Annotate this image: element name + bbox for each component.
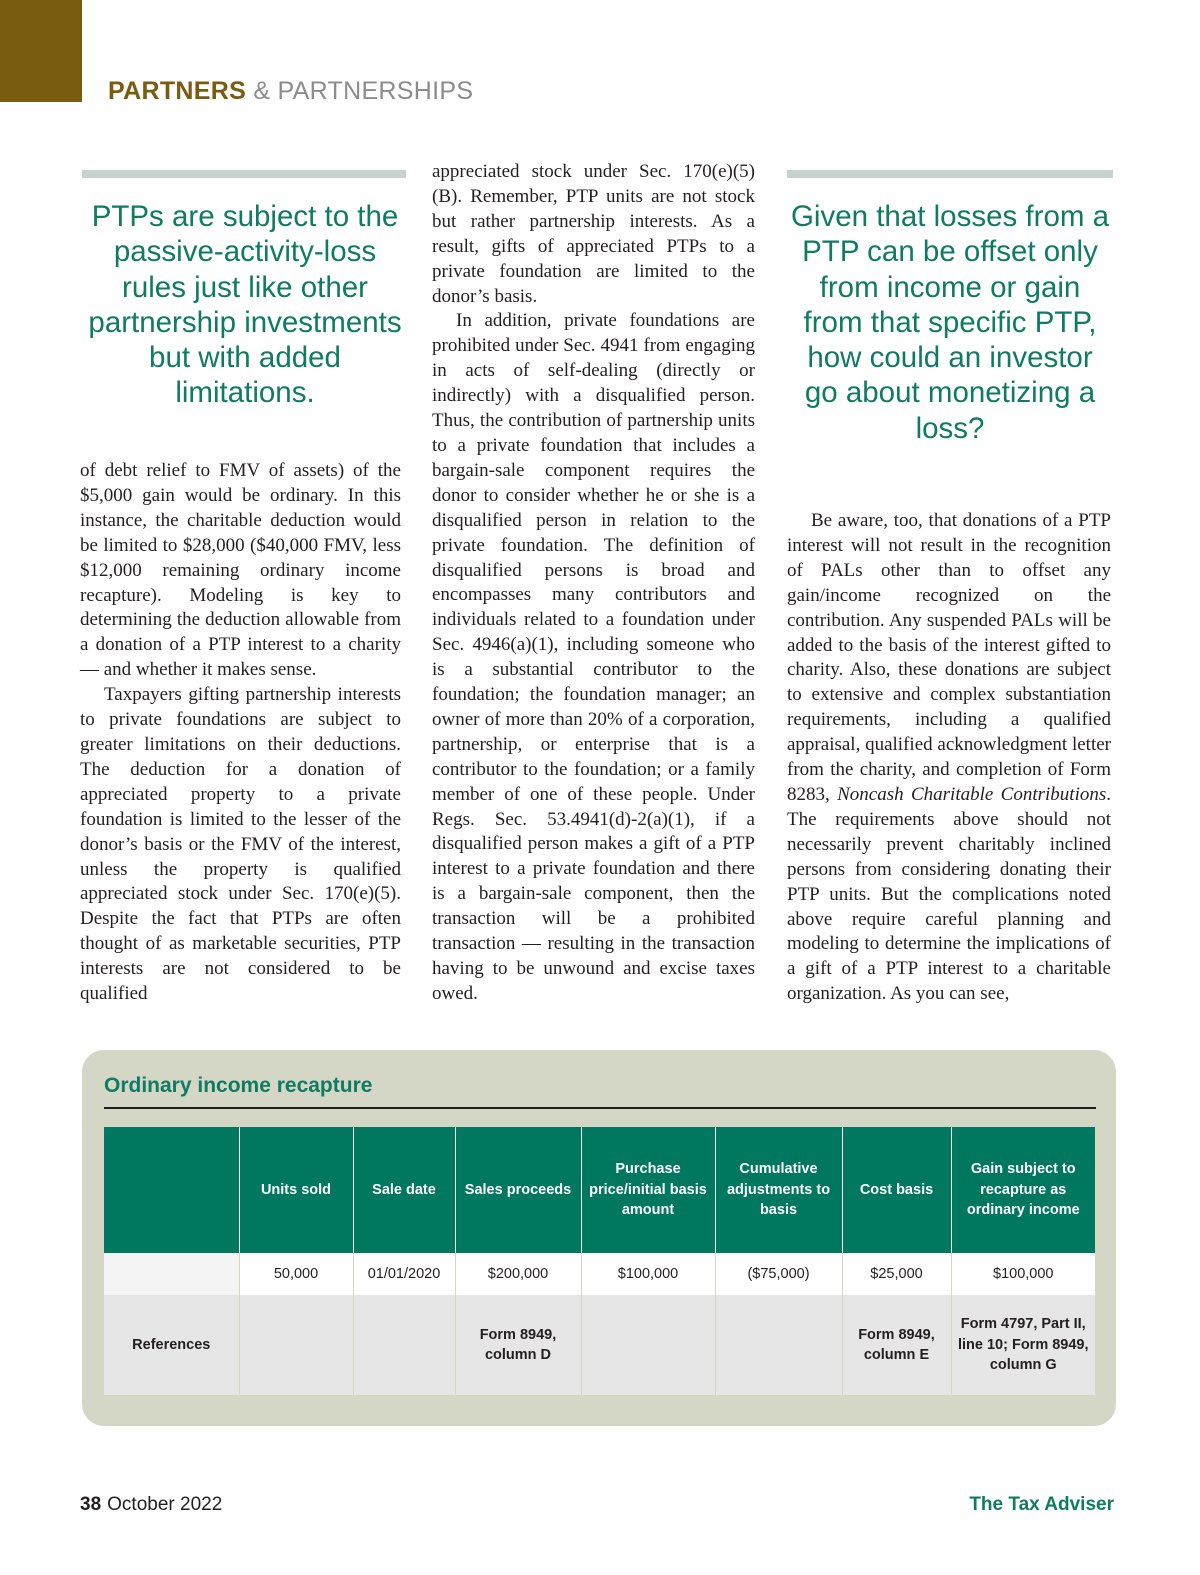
- col2-paragraph-2: In addition, private foundations are prohibited under Sec. 4941 from engaging in acts of self-dealing (directly or indirectly) with a disqualified person. Thus, the contribution of partnership units to a private foundation that includes a bargain-sale component requires the donor to consider whether he or she is a disqualified person in relation to the private foundation. The definition of disqualified persons is broad and encompasses many contributors and individuals related to a foundation under Sec. 4946(a)(1), including someone who is a substantial contributor to the foundation; the foundation manager; an owner of more than 20% of a corporation, partnership, or enterprise that is a contributor to the foundation; or a family member of one of these people. Under Regs. Sec. 53.4941(d)-2(a)(1), if a disqualified person makes a gift of a PTP interest to a private foundation and there is a bargain-sale component, then the transaction will be a prohibited transaction — resulting in the transaction having to be unwound and excise taxes owed.: [432, 310, 755, 1004]
- body-column-1: [80, 459, 401, 1007]
- col3-text-a: Be aware, too, that donations of a PTP interest will not result in the recognition of PALs other than to offset any gain/income recognized on the contribution. Any suspended PALs will be added to the basis of the interest gifted to charity. Also, these donations are subject to extensive and complex substantiation requirements, including a qualified appraisal, qualified acknowledgment letter from the charity, and completion of Form 8283,: [787, 510, 1111, 805]
- table-cell: Form 4797, Part II, line 10; Form 8949, column G: [951, 1295, 1095, 1395]
- pullquote-right-rule: [787, 170, 1113, 178]
- table-header-cell: [104, 1127, 239, 1253]
- publication-name: The Tax Adviser: [969, 1494, 1114, 1515]
- table-header-cell: Sale date: [353, 1127, 455, 1253]
- pullquote-right: Given that losses from a PTP can be offset only from income or gain from that specific PTP, how could an investor go about monetizing a loss?: [790, 200, 1110, 445]
- table-header-cell: Sales proceeds: [455, 1127, 581, 1253]
- table-header-cell: Cost basis: [842, 1127, 951, 1253]
- table-cell: $25,000: [842, 1253, 951, 1295]
- table-title-rule: [104, 1107, 1096, 1109]
- col1-paragraph-1: of debt relief to FMV of assets) of the $5,000 gain would be ordinary. In this instance, the charitable deduction would be limited to $28,000 ($40,000 FMV, less $12,000 remaining ordinary income recapture). Modeling is key to determining the deduction allowable from a donation of a PTP interest to a charity — and whether it makes sense.: [80, 460, 401, 681]
- section-header: [108, 77, 473, 106]
- table-row: [104, 1253, 1095, 1295]
- table-cell: [104, 1253, 239, 1295]
- table-row-references: [104, 1295, 1095, 1395]
- table-cell: Form 8949, column D: [455, 1295, 581, 1395]
- table-header-row: [104, 1127, 1095, 1253]
- pullquote-left-rule: [82, 170, 406, 178]
- body-column-3: [787, 509, 1111, 1007]
- table-cell: [581, 1295, 715, 1395]
- col3-text-b: . The requirements above should not necessarily prevent charitably inclined persons from considering donating their PTP units. But the complications noted above require careful planning and modeling to determine the implications of a gift of a PTP interest to a charitable organization. As you can see,: [787, 783, 1111, 1005]
- table-header-cell: Units sold: [239, 1127, 353, 1253]
- table-cell: ($75,000): [715, 1253, 842, 1295]
- col3-paragraph-1: [787, 509, 1111, 1007]
- pullquote-left: PTPs are subject to the passive-activity-loss rules just like other partnership investments but with added limitations.: [88, 200, 402, 410]
- table-cell: 01/01/2020: [353, 1253, 455, 1295]
- corner-color-block: [0, 0, 82, 102]
- recapture-table: [104, 1127, 1095, 1395]
- col2-paragraph-1: appreciated stock under Sec. 170(e)(5)(B). Remember, PTP units are not stock but rather partnership interests. As a result, gifts of appreciated PTPs to a private foundation are limited to the donor’s basis.: [432, 161, 755, 307]
- table-cell: $100,000: [951, 1253, 1095, 1295]
- col1-paragraph-2: Taxpayers gifting partnership interests to private foundations are subject to greater limitations on their deductions. The deduction for a donation of appreciated property to a private foundation is limited to the lesser of the donor’s basis or the FMV of the interest, unless the property is qualified appreciated stock under Sec. 170(e)(5). Despite the fact that PTPs are often thought of as marketable securities, PTP interests are not considered to be qualified: [80, 684, 401, 1005]
- table-cell: References: [104, 1295, 239, 1395]
- table-cell: $100,000: [581, 1253, 715, 1295]
- footer-folio: [80, 1494, 222, 1516]
- body-column-2: [432, 160, 755, 1007]
- form-title: Noncash Charitable Contributions: [837, 783, 1107, 805]
- section-header-light: & PARTNERSHIPS: [253, 77, 474, 105]
- table-cell: $200,000: [455, 1253, 581, 1295]
- table-cell: 50,000: [239, 1253, 353, 1295]
- section-header-strong: PARTNERS: [108, 77, 247, 105]
- issue-date: October 2022: [107, 1494, 223, 1515]
- table-cell: Form 8949, column E: [842, 1295, 951, 1395]
- table-header-cell: Cumulative adjustments to basis: [715, 1127, 842, 1253]
- table-title: Ordinary income recapture: [104, 1074, 373, 1097]
- table-cell: [239, 1295, 353, 1395]
- page-number: 38: [80, 1494, 102, 1515]
- table-header-cell: Gain subject to recapture as ordinary income: [951, 1127, 1095, 1253]
- table-cell: [715, 1295, 842, 1395]
- table-header-cell: Purchase price/initial basis amount: [581, 1127, 715, 1253]
- table-cell: [353, 1295, 455, 1395]
